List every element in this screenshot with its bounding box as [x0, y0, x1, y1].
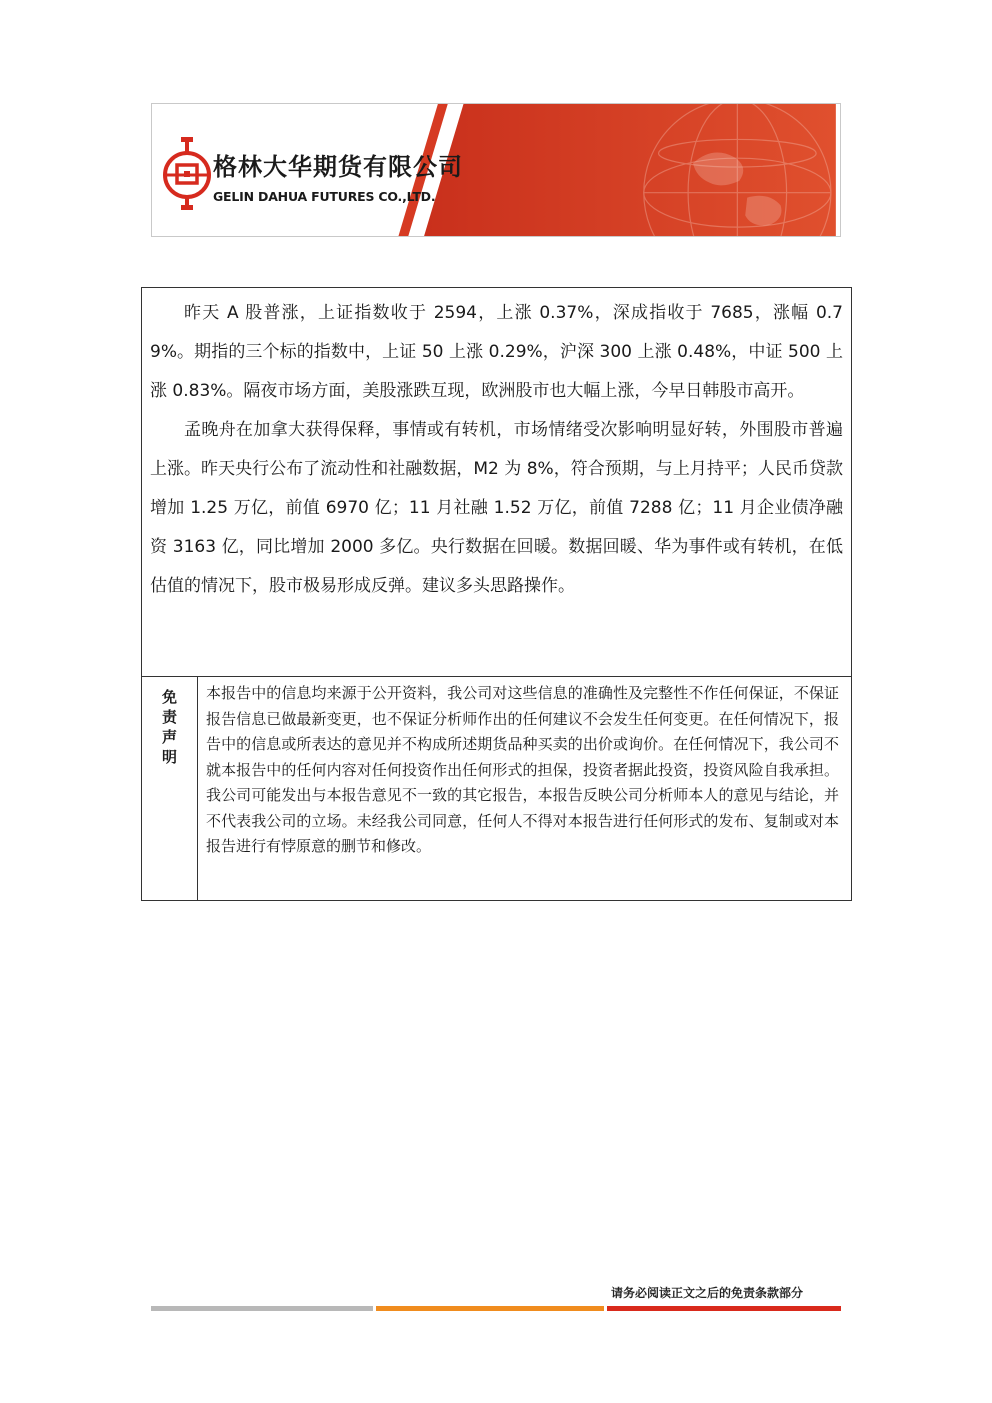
- disclaimer-label: 免责声明: [161, 688, 177, 766]
- market-commentary: [141, 287, 852, 677]
- disclaimer-text: 本报告中的信息均来源于公开资料，我公司对这些信息的准确性及完整性不作任何保证，不保证报告信息已做最新变更，也不保证分析师作出的任何建议不会发生任何变更。在任何情况下，报告中的信息或所表达的意见并不构成所述期货品种买卖的出价或询价。在任何情况下，我公司不就本报告中的任何内容对任何投资作出任何形式的担保，投资者据此投资，投资风险自我承担。我公司可能发出与本报告意见不一致的其它报告，本报告反映公司分析师本人的意见与结论，并不代表我公司的立场。未经我公司同意，任何人不得对本报告进行任何形式的发布、复制或对本报告进行有悖原意的删节和修改。: [206, 684, 839, 855]
- paragraph-market-summary: 昨天 A 股普涨，上证指数收于 2594，上涨 0.37%，深成指收于 7685，涨幅 0.79%。期指的三个标的指数中，上证 50 上涨 0.29%，沪深 300 上涨 0.48%，中证 500 上涨 0.83%。隔夜市场方面，美股涨跌互现，欧洲股市也大幅上涨，今早日韩股市高开。: [150, 303, 843, 401]
- footer-bar-red: [607, 1306, 841, 1311]
- disclaimer-section: [141, 676, 852, 901]
- footer-note: 请务必阅读正文之后的免责条款部分: [611, 1286, 804, 1300]
- company-name-en: GELIN DAHUA FUTURES CO.,LTD.: [213, 189, 436, 204]
- disclaimer-label-cell: [142, 677, 198, 900]
- paragraph-analysis: 孟晚舟在加拿大获得保释，事情或有转机，市场情绪受次影响明显好转，外围股市普遍上涨。昨天央行公布了流动性和社融数据，M2 为 8%，符合预期，与上月持平；人民币贷款增加 1.25 万亿，前值 6970 亿；11 月社融 1.52 万亿，前值 7288 亿；11 月企业债净融资 3163 亿，同比增加 2000 多亿。央行数据在回暖。数据回暖、华为事件或有转机，在低估值的情况下，股市极易形成反弹。建议多头思路操作。: [150, 420, 843, 596]
- footer-bar-gray: [151, 1306, 373, 1311]
- gelin-dahua-logo-icon: [162, 137, 212, 211]
- footer-bar-orange: [376, 1306, 604, 1311]
- company-name-cn: 格林大华期货有限公司: [213, 153, 463, 181]
- header-banner: [151, 103, 841, 237]
